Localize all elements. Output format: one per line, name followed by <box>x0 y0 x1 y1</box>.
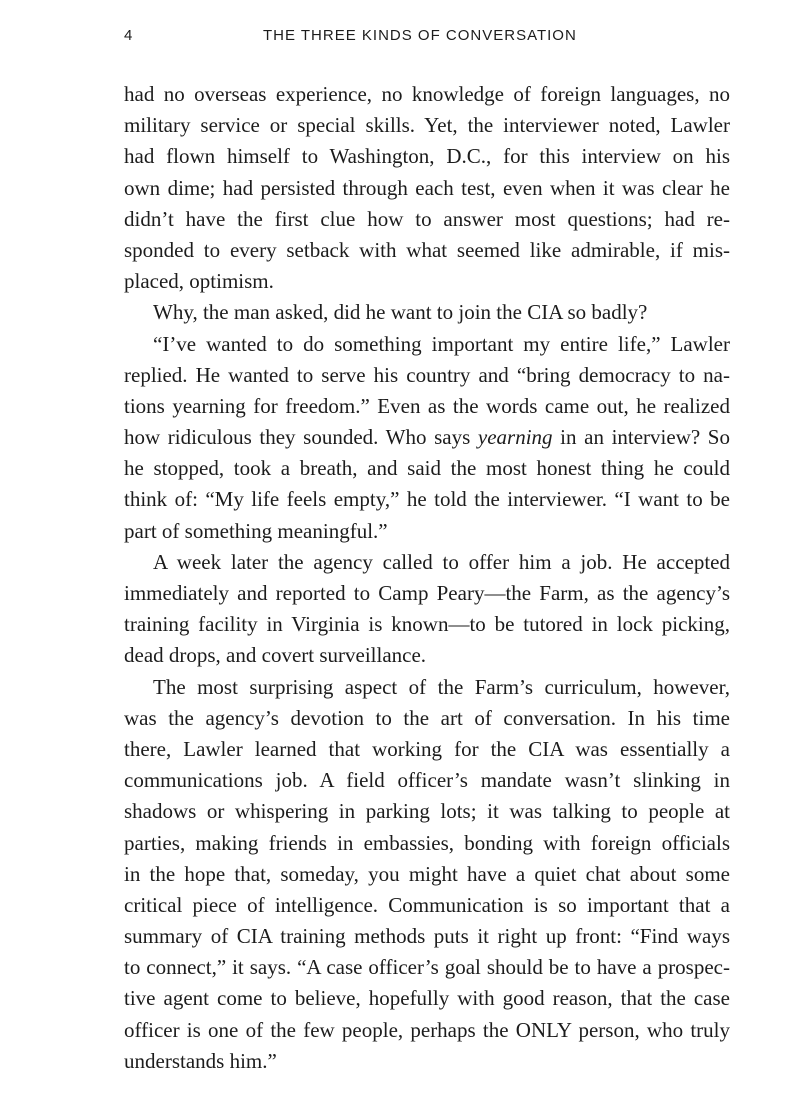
text-line: to connect,” it says. “A case officer’s goal should be to have a prospec- <box>124 955 730 980</box>
text-line: there, Lawler learned that working for the CIA was essentially a <box>124 736 730 761</box>
text-segment: in an interview? So <box>552 425 730 450</box>
text-line: summary of CIA training methods puts it right up front: “Find ways <box>124 924 730 949</box>
text-line: didn’t have the first clue how to answer most questions; had re- <box>124 206 730 231</box>
text-line: The most surprising aspect of the Farm’s curriculum, however, <box>153 674 730 699</box>
text-line: replied. He wanted to serve his country and “bring democracy to na- <box>124 362 730 387</box>
text-line: sponded to every setback with what seemed like admirable, if mis- <box>124 237 730 262</box>
page-number: 4 <box>124 27 133 44</box>
text-line: training facility in Virginia is known—to be tutored in lock picking, <box>124 612 730 637</box>
text-line: in the hope that, someday, you might have a quiet chat about some <box>124 861 730 886</box>
text-line: Why, the man asked, did he want to join the CIA so badly? <box>153 300 648 325</box>
body-text <box>124 79 730 1077</box>
text-line: military service or special skills. Yet, the interviewer noted, Lawler <box>124 113 730 138</box>
text-line: understands him.” <box>124 1048 277 1073</box>
text-line: dead drops, and covert surveillance. <box>124 643 427 668</box>
text-line: officer is one of the few people, perhaps the ONLY person, who truly <box>124 1017 730 1042</box>
text-line: was the agency’s devotion to the art of conversation. In his time <box>124 705 730 730</box>
text-line: he stopped, took a breath, and said the most honest thing he could <box>124 456 730 481</box>
text-line: had no overseas experience, no knowledge of foreign languages, no <box>124 82 730 106</box>
text-line: part of something meaningful.” <box>124 518 388 543</box>
text-line: think of: “My life feels empty,” he told the interviewer. “I want to be <box>124 487 730 512</box>
text-line: own dime; had persisted through each test, even when it was clear he <box>124 175 730 200</box>
running-head: THE THREE KINDS OF CONVERSATION <box>263 27 577 44</box>
text-line: communications job. A field officer’s mandate wasn’t slinking in <box>124 768 730 793</box>
text-line-with-emphasis <box>124 422 730 453</box>
text-line: tions yearning for freedom.” Even as the words came out, he realized <box>124 393 730 418</box>
text-line: shadows or whispering in parking lots; it was talking to people at <box>124 799 730 824</box>
text-segment: how ridiculous they sounded. Who says <box>124 425 471 450</box>
text-line: “I’ve wanted to do something important my entire life,” Lawler <box>153 331 730 356</box>
text-line: critical piece of intelligence. Communication is so important that a <box>124 892 730 917</box>
text-line: tive agent come to believe, hopefully with good reason, that the case <box>124 986 730 1011</box>
text-line: had flown himself to Washington, D.C., for this interview on his <box>124 144 730 169</box>
emphasized-word: yearning <box>477 425 553 450</box>
text-line: placed, optimism. <box>124 269 274 294</box>
text-line: A week later the agency called to offer him a job. He accepted <box>153 549 730 574</box>
text-line: immediately and reported to Camp Peary—the Farm, as the agency’s <box>124 581 730 605</box>
text-line: parties, making friends in embassies, bonding with foreign officials <box>124 830 730 855</box>
